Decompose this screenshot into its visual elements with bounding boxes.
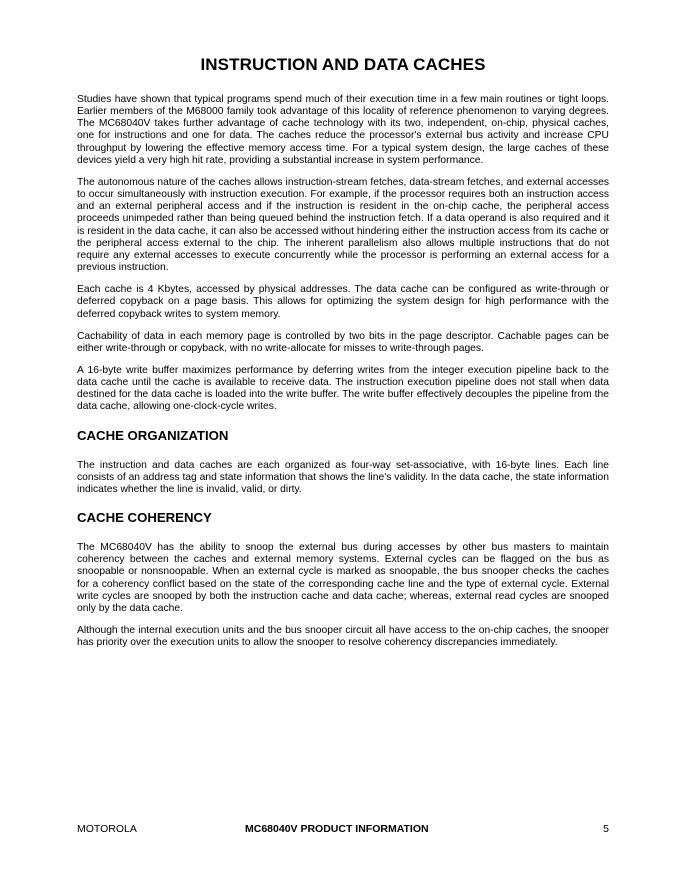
footer-company: MOTOROLA [77,823,137,835]
page-number: 5 [603,823,609,835]
section-heading-cache-organization: CACHE ORGANIZATION [77,427,229,443]
section-heading-cache-coherency: CACHE COHERENCY [77,510,212,526]
page-title: INSTRUCTION AND DATA CACHES [200,55,486,74]
intro-paragraph: A 16-byte write buffer maximizes performance by deferring writes from the integer execution pipeline back to the data cache until the cache is available to receive data. The instruction execution pipeline does not stall when data destined for the data cache is loaded into the write buffer. The write buffer effectively decouples the pipeline from the data cache, allowing one-clock-cycle writes. [77,364,609,413]
intro-paragraph: The autonomous nature of the caches allows instruction-stream fetches, data-stream fetches, and external accesses to occur simultaneously with instruction execution. For example, if the processor requires both an instruction access and an external peripheral access and if the instruction is resident in the on-chip cache, the peripheral access proceeds unimpeded rather than being queued behind the instruction fetch. If a data operand is also required and it is resident in the data cache, it can also be accessed without hindering either the instruction access from its cache or the peripheral access external to the chip. The inherent parallelism also allows multiple instructions that do not require any external accesses to execute concurrently while the processor is performing an external access for a previous instruction. [77,176,609,274]
footer-document-title: MC68040V PRODUCT INFORMATION [245,823,429,835]
page-footer [77,822,609,836]
intro-paragraph: Each cache is 4 Kbytes, accessed by physical addresses. The data cache can be configured as write-through or deferred copyback on a page basis. This allows for optimizing the system design for high performance with the deferred copyback writes to system memory. [77,284,609,320]
intro-paragraph: Studies have shown that typical programs spend much of their execution time in a few main routines or tight loops. Earlier members of the M68000 family took advantage of this locality of reference phenomenon to varying degrees. The MC68040V takes further advantage of cache technology with its two, independent, on-chip, physical caches, one for instructions and one for data. The caches reduce the processor's external bus activity and increase CPU throughput by lowering the effective memory access time. For a typical system design, the large caches of these devices yield a very high hit rate, providing a substantial increase in system performance. [77,94,609,166]
page-content [77,94,609,659]
cache-coherency-paragraph: Although the internal execution units and the bus snooper circuit all have access to the on-chip caches, the snooper has priority over the execution units to allow the snooper to resolve coherency discrepancies immediately. [77,625,609,649]
cache-organization-paragraph: The instruction and data caches are each organized as four-way set-associative, with 16-byte lines. Each line consists of an address tag and state information that shows the line’s validity. In the data cache, the state information indicates whether the line is invalid, valid, or dirty. [77,459,609,495]
cache-coherency-paragraph: The MC68040V has the ability to snoop the external bus during accesses by other bus masters to maintain coherency between the caches and external memory systems. External cycles can be flagged on the bus as snoopable or nonsnoopable. When an external cycle is marked as snoopable, the bus snooper checks the caches for a coherency conflict based on the state of the corresponding cache line and the type of external cycle. External write cycles are snooped by both the instruction cache and data cache; whereas, external read cycles are snooped only by the data cache. [77,542,609,614]
intro-paragraph: Cachability of data in each memory page is controlled by two bits in the page descriptor. Cachable pages can be either write-through or copyback, with no write-allocate for misses to write-through pages. [77,330,609,354]
